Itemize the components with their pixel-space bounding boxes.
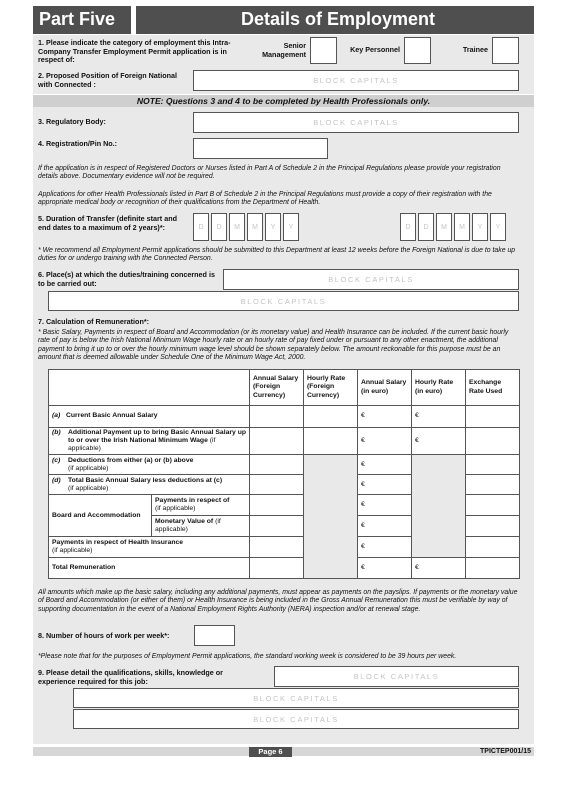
remuneration-table xyxy=(48,369,520,579)
q7-label: 7. Calculation of Remuneration*: xyxy=(38,317,150,326)
col-header: Annual Salary (in euro) xyxy=(358,370,412,406)
end-date-digit[interactable]: Y xyxy=(490,213,506,241)
row-label-health: Payments in respect of Health Insurance (if applicable) xyxy=(49,537,250,558)
position-input[interactable]: BLOCK CAPITALS xyxy=(193,70,519,91)
paragraph-12-weeks: * We recommend all Employment Permit applications should be submitted to this Department at least 12 weeks before the Foreign National is due to take up duties for or undergo training with the Connected Person. xyxy=(38,247,516,263)
start-date-field[interactable] xyxy=(193,213,313,241)
cell-input[interactable] xyxy=(250,558,304,579)
table-header-row xyxy=(49,370,520,406)
q5-label: 5. Duration of Transfer (definite start and end dates to a maximum of 2 years)*: xyxy=(38,214,177,232)
place-of-duties-input-1[interactable]: BLOCK CAPITALS xyxy=(223,269,519,290)
table-row xyxy=(49,406,520,428)
q6-label: 6. Place(s) at which the duties/training concerned is to be carried out: xyxy=(38,270,215,288)
part-heading: Part Five xyxy=(33,6,131,34)
hours-per-week-input[interactable] xyxy=(194,625,235,646)
form-code: TPICTEP001/15 xyxy=(480,748,531,755)
cell-input[interactable] xyxy=(466,537,520,558)
row-label-monetary: Monetary Value of (if applicable) xyxy=(152,516,250,537)
cell-input[interactable] xyxy=(466,495,520,516)
note-bar: NOTE: Questions 3 and 4 to be completed by Health Professionals only. xyxy=(33,95,534,107)
paragraph-remuneration: * Basic Salary, Payments in respect of Board and Accommodation (or its monetary value) and Health Insurance can be included. If the current basic hourly rate of pay is below the Irish National Minimum Wage hourly rate or an hourly rate of pay fixed under or pursuant to any other enactment, the additional payment to bring it up to or over the hourly minimum wage level should be shown separately below. The amount reckonable for this purpose must be an amount that is deemed allowable under Schedule One of the Minimum Wage Act, 2000. xyxy=(38,329,509,361)
cell-input[interactable]: € xyxy=(412,428,466,455)
end-date-digit[interactable]: Y xyxy=(472,213,488,241)
cell-input[interactable] xyxy=(304,428,358,455)
row-label-board: Board and Accommodation xyxy=(49,495,152,537)
paragraph-payslips: All amounts which make up the basic salary, including any additional payments, must appear as payments on the payslips. If payments or the monetary value of Board and Accommodation (or either of them) or Health Insurance is being included in the Gross Annual Remuneration this must be verifiable by way of supporting documentation in the event of a National Employment Rights Authority (NERA) inspection and/or at renewal stage. xyxy=(38,589,518,613)
row-label-a: (a) Current Basic Annual Salary xyxy=(49,406,250,428)
cell-input[interactable]: € xyxy=(358,558,412,579)
end-date-digit[interactable]: D xyxy=(400,213,416,241)
regulatory-body-input[interactable]: BLOCK CAPITALS xyxy=(193,112,519,133)
start-date-digit[interactable]: M xyxy=(229,213,245,241)
cell-input[interactable]: € xyxy=(358,455,412,475)
table-row xyxy=(49,558,520,579)
header-blank xyxy=(49,370,250,406)
start-date-digit[interactable]: Y xyxy=(265,213,281,241)
col-header: Hourly Rate (in euro) xyxy=(412,370,466,406)
cell-input[interactable]: € xyxy=(358,428,412,455)
registration-pin-input[interactable] xyxy=(193,138,328,159)
cell-input[interactable]: € xyxy=(358,495,412,516)
option-trainee-label: Trainee xyxy=(462,45,488,54)
end-date-digit[interactable]: M xyxy=(436,213,452,241)
q1-label: 1. Please indicate the category of employment this Intra-Company Transfer Employment Permit application is in respect of: xyxy=(38,38,231,65)
cell-input[interactable] xyxy=(466,406,520,428)
cell-input[interactable] xyxy=(250,537,304,558)
cell-input[interactable]: € xyxy=(358,406,412,428)
col-header: Annual Salary (Foreign Currency) xyxy=(250,370,304,406)
cell-input[interactable]: € xyxy=(358,537,412,558)
cell-input[interactable] xyxy=(466,428,520,455)
checkbox-trainee[interactable] xyxy=(492,37,519,64)
q9-label: 9. Please detail the qualifications, skills, knowledge or experience required for this job: xyxy=(38,668,223,686)
option-senior-management-label: Senior Management xyxy=(262,41,306,59)
qualifications-input-1[interactable]: BLOCK CAPITALS xyxy=(274,666,519,687)
cell-input[interactable] xyxy=(466,516,520,537)
row-label-b: (b) Additional Payment up to bring Basic Annual Salary up to or over the Irish National Minimum Wage (if applicable) xyxy=(49,428,250,455)
cell-input[interactable] xyxy=(250,406,304,428)
start-date-digit[interactable]: Y xyxy=(283,213,299,241)
cell-input[interactable] xyxy=(466,558,520,579)
cell-input[interactable]: € xyxy=(358,475,412,495)
cell-input[interactable] xyxy=(250,428,304,455)
cell-input[interactable] xyxy=(250,475,304,495)
cell-input[interactable] xyxy=(250,516,304,537)
cell-input[interactable]: € xyxy=(358,516,412,537)
cell-input[interactable]: € xyxy=(412,558,466,579)
col-header: Exchange Rate Used xyxy=(466,370,520,406)
end-date-field[interactable] xyxy=(400,213,520,241)
qualifications-input-2[interactable]: BLOCK CAPITALS xyxy=(73,688,519,708)
q4-label: 4. Registration/Pin No.: xyxy=(38,139,118,148)
q2-label: 2. Proposed Position of Foreign National with Connected : xyxy=(38,71,177,89)
start-date-digit[interactable]: D xyxy=(211,213,227,241)
start-date-digit[interactable]: M xyxy=(247,213,263,241)
place-of-duties-input-2[interactable]: BLOCK CAPITALS xyxy=(48,291,519,311)
qualifications-input-3[interactable]: BLOCK CAPITALS xyxy=(73,709,519,729)
cell-input[interactable] xyxy=(304,406,358,428)
row-label-payments-board: Payments in respect of (if applicable) xyxy=(152,495,250,516)
cell-disabled xyxy=(304,455,358,579)
end-date-digit[interactable]: D xyxy=(418,213,434,241)
col-header: Hourly Rate (Foreign Currency) xyxy=(304,370,358,406)
paragraph-other-health-professionals: Applications for other Health Professionals listed in Part B of Schedule 2 in the Principal Regulations must provide a copy of their registration with the appropriate medical body or recognition of their qualifications from the Department of Health. xyxy=(38,191,492,207)
cell-input[interactable]: € xyxy=(412,406,466,428)
page-number: Page 6 xyxy=(249,747,292,757)
cell-disabled xyxy=(412,455,466,558)
paragraph-39-hours: *Please note that for the purposes of Employment Permit applications, the standard working week is considered to be 39 hours per week. xyxy=(38,653,457,660)
checkbox-key-personnel[interactable] xyxy=(404,37,431,64)
table-row xyxy=(49,428,520,455)
cell-input[interactable] xyxy=(466,455,520,475)
cell-input[interactable] xyxy=(250,495,304,516)
cell-input[interactable] xyxy=(466,475,520,495)
q3-label: 3. Regulatory Body: xyxy=(38,117,106,126)
paragraph-registered-doctors: If the application is in respect of Registered Doctors or Nurses listed in Part A of Schedule 2 in the Principal Regulations please provide your registration details above. Documentary evidence will not be required. xyxy=(38,165,501,181)
end-date-digit[interactable]: M xyxy=(454,213,470,241)
row-label-total: Total Remuneration xyxy=(49,558,250,579)
cell-input[interactable] xyxy=(250,455,304,475)
table-row xyxy=(49,455,520,475)
row-label-c: (c) Deductions from either (a) or (b) above (if applicable) xyxy=(49,455,250,475)
checkbox-senior-management[interactable] xyxy=(310,37,337,64)
q8-label: 8. Number of hours of work per week*: xyxy=(38,631,170,640)
start-date-digit[interactable]: D xyxy=(193,213,209,241)
row-label-d: (d) Total Basic Annual Salary less deductions at (c) (if applicable) xyxy=(49,475,250,495)
section-title: Details of Employment xyxy=(136,6,534,34)
option-key-personnel-label: Key Personnel xyxy=(350,45,400,54)
